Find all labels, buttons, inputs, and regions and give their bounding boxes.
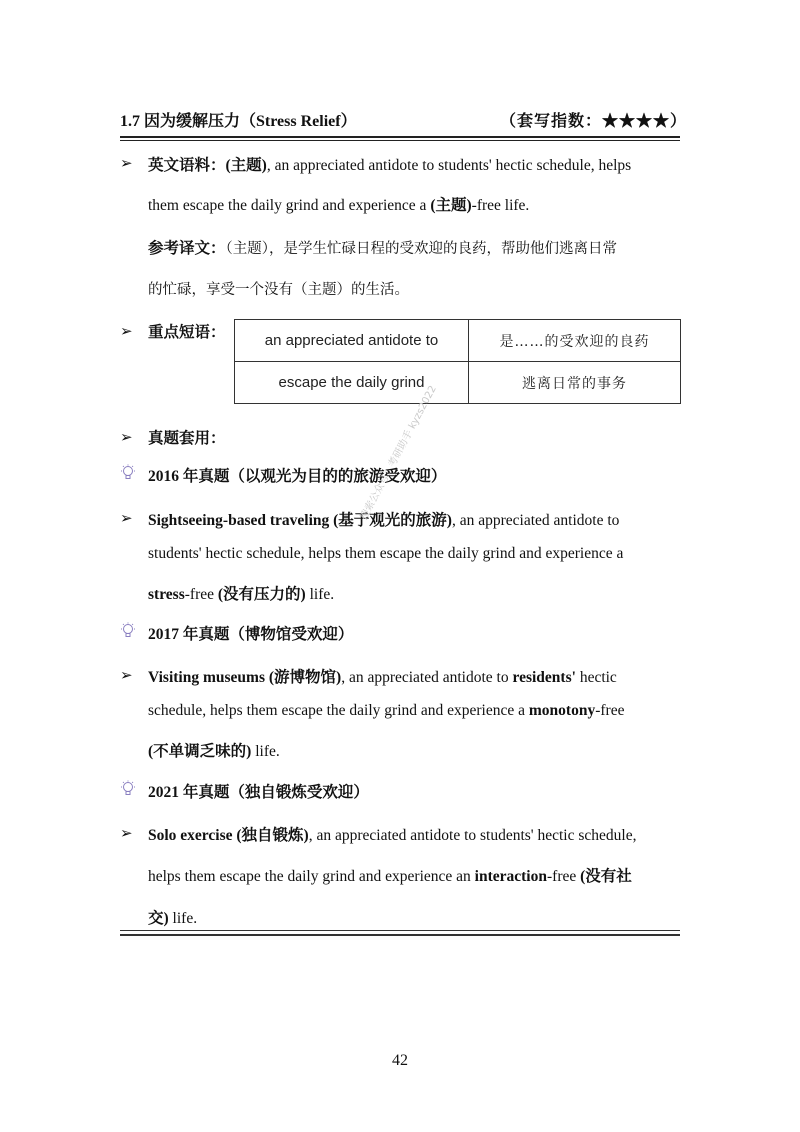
example-line: 交) life. bbox=[148, 910, 198, 927]
example-line: helps them escape the daily grind and experience an interaction-free (没有社 bbox=[148, 868, 632, 885]
arrow-bullet-icon: ➢ bbox=[120, 668, 133, 684]
watermark: 搜索公众号：考研助手 kyzs2022 bbox=[358, 384, 439, 523]
translation-line-1: 参考译文：（主题），是学生忙碌日程的受欢迎的良药，帮助他们逃离日常 bbox=[148, 240, 618, 257]
section-title: 1.7 因为缓解压力（Stress Relief） bbox=[120, 113, 357, 130]
arrow-bullet-icon: ➢ bbox=[120, 430, 133, 446]
bottom-rule-2 bbox=[120, 934, 680, 936]
example-year-title: 2021 年真题（独自锻炼受欢迎） bbox=[148, 784, 369, 801]
header-rule-thin bbox=[120, 140, 680, 141]
header-rule-thick bbox=[120, 136, 680, 138]
arrow-bullet-icon: ➢ bbox=[120, 324, 133, 340]
example-line: schedule, helps them escape the daily grind and experience a monotony-free bbox=[148, 702, 625, 719]
example-line: (不单调乏味的) life. bbox=[148, 743, 280, 760]
phrase-cn: 是……的受欢迎的良药 bbox=[469, 320, 681, 362]
translation-label: 参考译文： bbox=[148, 240, 226, 257]
english-line-2: them escape the daily grind and experience a (主题)-free life. bbox=[148, 197, 530, 214]
arrow-bullet-icon: ➢ bbox=[120, 511, 133, 527]
lightbulb-icon bbox=[120, 464, 136, 482]
example-line: Solo exercise (独自锻炼), an appreciated antidote to students' hectic schedule, bbox=[148, 827, 637, 844]
page-number: 42 bbox=[392, 1052, 408, 1069]
table-row bbox=[235, 362, 681, 404]
phrase-cn: 逃离日常的事务 bbox=[469, 362, 681, 404]
example-line: Sightseeing-based traveling (基于观光的旅游), an appreciated antidote to bbox=[148, 512, 620, 529]
usage-label: 真题套用： bbox=[148, 430, 226, 447]
phrases-table bbox=[234, 319, 681, 404]
topic-placeholder: (主题) bbox=[225, 157, 267, 174]
table-row bbox=[235, 320, 681, 362]
arrow-bullet-icon: ➢ bbox=[120, 156, 133, 172]
topic-placeholder: (主题) bbox=[430, 197, 472, 214]
phrase-en: escape the daily grind bbox=[235, 362, 469, 404]
phrase-en: an appreciated antidote to bbox=[235, 320, 469, 362]
example-year-title: 2016 年真题（以观光为目的的旅游受欢迎） bbox=[148, 468, 447, 485]
example-line: students' hectic schedule, helps them escape the daily grind and experience a bbox=[148, 545, 624, 562]
translation-line-2: 的忙碌，享受一个没有（主题）的生活。 bbox=[148, 282, 409, 298]
phrases-label: 重点短语： bbox=[148, 324, 226, 341]
example-line: Visiting museums (游博物馆), an appreciated antidote to residents' hectic bbox=[148, 669, 617, 686]
english-line-1: 英文语料：(主题), an appreciated antidote to students' hectic schedule, helps bbox=[148, 157, 632, 174]
english-label: 英文语料： bbox=[148, 157, 226, 174]
bottom-rule-1 bbox=[120, 930, 680, 931]
lightbulb-icon bbox=[120, 622, 136, 640]
rating-label: （套写指数：★★★★） bbox=[500, 113, 688, 130]
example-year-title: 2017 年真题（博物馆受欢迎） bbox=[148, 626, 354, 643]
lightbulb-icon bbox=[120, 780, 136, 798]
arrow-bullet-icon: ➢ bbox=[120, 826, 133, 842]
example-line: stress-free (没有压力的) life. bbox=[148, 586, 335, 603]
